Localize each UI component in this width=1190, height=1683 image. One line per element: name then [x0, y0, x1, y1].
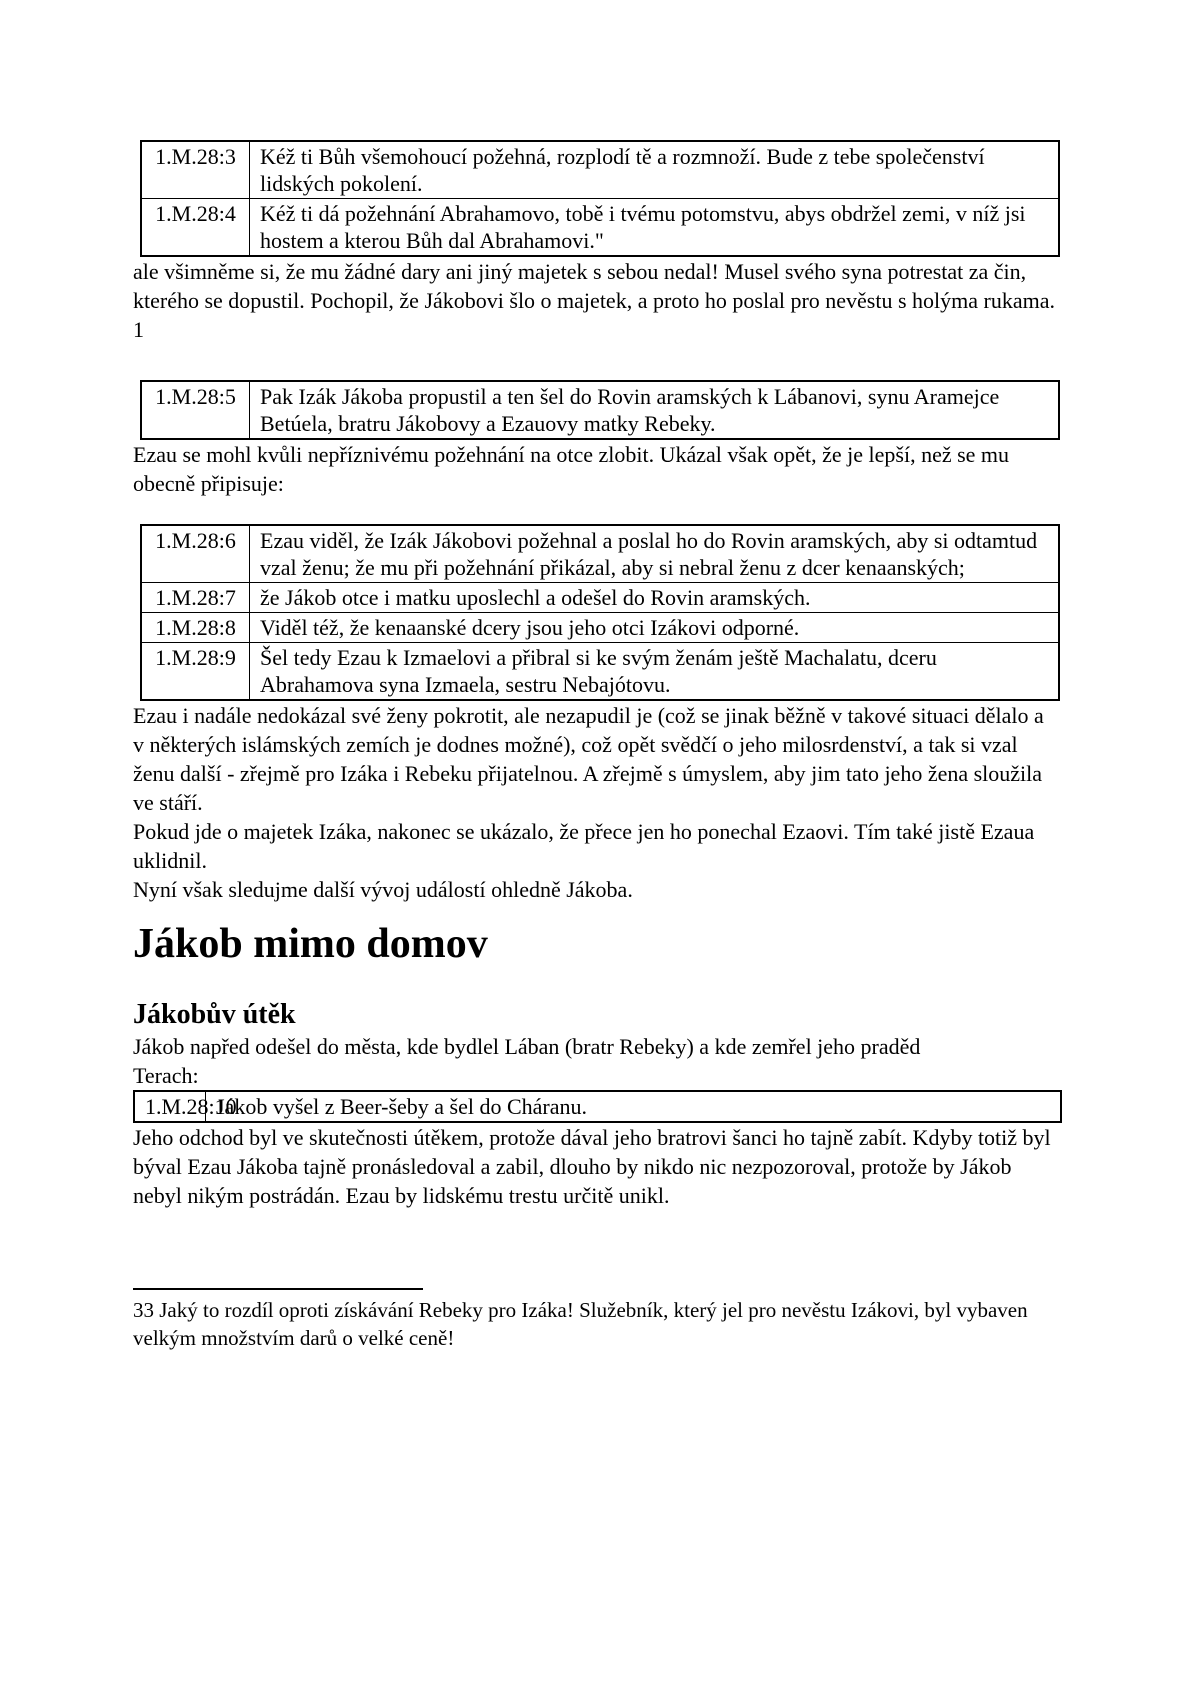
- verse-text: Jákob vyšel z Beer-šeby a šel do Cháranu.: [206, 1091, 1062, 1122]
- verse-ref: 1.M.28:5: [141, 381, 250, 439]
- paragraph-escape: Jeho odchod byl ve skutečnosti útěkem, protože dával jeho bratrovi šanci ho tajně zabít. Kdyby totiž byl býval Ezau Jákoba tajně pronásledoval a zabil, dlouho by nikdo nic nezpozoroval, protože by Jákob nebyl nikým postrádán. Ezau by lidskému trestu určitě unikl.: [133, 1125, 1051, 1208]
- verse-text: Šel tedy Ezau k Izmaelovi a přibral si ke svým ženám ještě Machalatu, dceru Abrahamova syna Izmaela, sestru Nebajótovu.: [250, 643, 1060, 701]
- verse-ref: 1.M.28:9: [141, 643, 250, 701]
- verse-table-1: [140, 140, 1060, 257]
- paragraph-ezau-wives: Ezau i nadále nedokázal své ženy pokrotit, ale nezapudil je (což se jinak běžně v takové situaci dělalo a v některých islámských zemích je dodnes možné), což opět svědčí o jeho milosrdenství, a tak si vzal ženu další - zřejmě pro Izáka i Rebeku přijatelnou. A zřejmě s úmyslem, aby jim tato jeho žena sloužila ve stáří.: [133, 703, 1044, 815]
- verse-ref: 1.M.28:4: [141, 199, 250, 257]
- table-row: [134, 1091, 1061, 1122]
- verse-text: Viděl též, že kenaanské dcery jsou jeho otci Izákovi odporné.: [250, 613, 1060, 643]
- document-content: [133, 140, 1059, 1352]
- paragraph-line: Nyní však sledujme další vývoj událostí ohledně Jákoba.: [133, 877, 633, 902]
- table-row: [141, 141, 1059, 199]
- paragraph-line: Pokud jde o majetek Izáka, nakonec se ukázalo, že přece jen ho ponechal Ezaovi. Tím také jistě Ezaua uklidnil.: [133, 819, 1035, 873]
- table-row: [141, 199, 1059, 257]
- subsection-heading: Jákobův útěk: [133, 999, 296, 1030]
- verse-table-4: [133, 1090, 1062, 1123]
- paragraph-line: Jákob napřed odešel do města, kde bydlel Lában (bratr Rebeky) a kde zemřel jeho praděd: [133, 1034, 921, 1059]
- verse-ref: 1.M.28:7: [141, 583, 250, 613]
- verse-text: Kéž ti Bůh všemohoucí požehná, rozplodí tě a rozmnoží. Bude z tebe společenství lidských pokolení.: [250, 141, 1060, 199]
- verse-ref: 1.M.28:10: [134, 1091, 206, 1122]
- table-row: [141, 381, 1059, 439]
- verse-text: Ezau viděl, že Izák Jákobovi požehnal a poslal ho do Rovin aramských, aby si odtamtud vzal ženu; že mu při požehnání přikázal, aby si nebral ženu z dcer kenaanských;: [250, 525, 1060, 583]
- section-heading: Jákob mimo domov: [133, 921, 488, 967]
- verse-text: Kéž ti dá požehnání Abrahamovo, tobě i tvému potomstvu, abys obdržel zemi, v níž jsi hostem a kterou Bůh dal Abrahamovi.": [250, 199, 1060, 257]
- paragraph-punishment: ale všimněme si, že mu žádné dary ani jiný majetek s sebou nedal! Musel svého syna potrestat za čin, kterého se dopustil. Pochopil, že Jákobovi šlo o majetek, a proto ho poslal pro nevěstu s holýma rukama. 1: [133, 259, 1055, 342]
- verse-ref: 1.M.28:8: [141, 613, 250, 643]
- table-row: [141, 525, 1059, 583]
- footnote-section: [133, 1288, 1059, 1352]
- footnote-text: 33 Jaký to rozdíl oproti získávání Rebeky pro Izáka! Služebník, který jel pro nevěstu Izákovi, byl vybaven velkým množstvím darů o velké ceně!: [133, 1298, 1028, 1350]
- table-row: [141, 613, 1059, 643]
- paragraph-line: Terach:: [133, 1063, 199, 1088]
- verse-ref: 1.M.28:6: [141, 525, 250, 583]
- verse-text: Pak Izák Jákoba propustil a ten šel do Rovin aramských k Lábanovi, synu Aramejce Betúela, bratru Jákobovy a Ezauovy matky Rebeky.: [250, 381, 1060, 439]
- paragraph-jakob-departure: [133, 1032, 1059, 1090]
- verse-ref: 1.M.28:3: [141, 141, 250, 199]
- verse-table-2: [140, 380, 1060, 440]
- footnote-separator: [133, 1288, 423, 1290]
- verse-text: že Jákob otce i matku uposlechl a odešel do Rovin aramských.: [250, 583, 1060, 613]
- verse-table-3: [140, 524, 1060, 701]
- paragraph-izak-property: [133, 817, 1059, 904]
- paragraph-ezau-better: Ezau se mohl kvůli nepříznivému požehnání na otce zlobit. Ukázal však opět, že je lepší, než se mu obecně připisuje:: [133, 442, 1010, 496]
- table-row: [141, 643, 1059, 701]
- table-row: [141, 583, 1059, 613]
